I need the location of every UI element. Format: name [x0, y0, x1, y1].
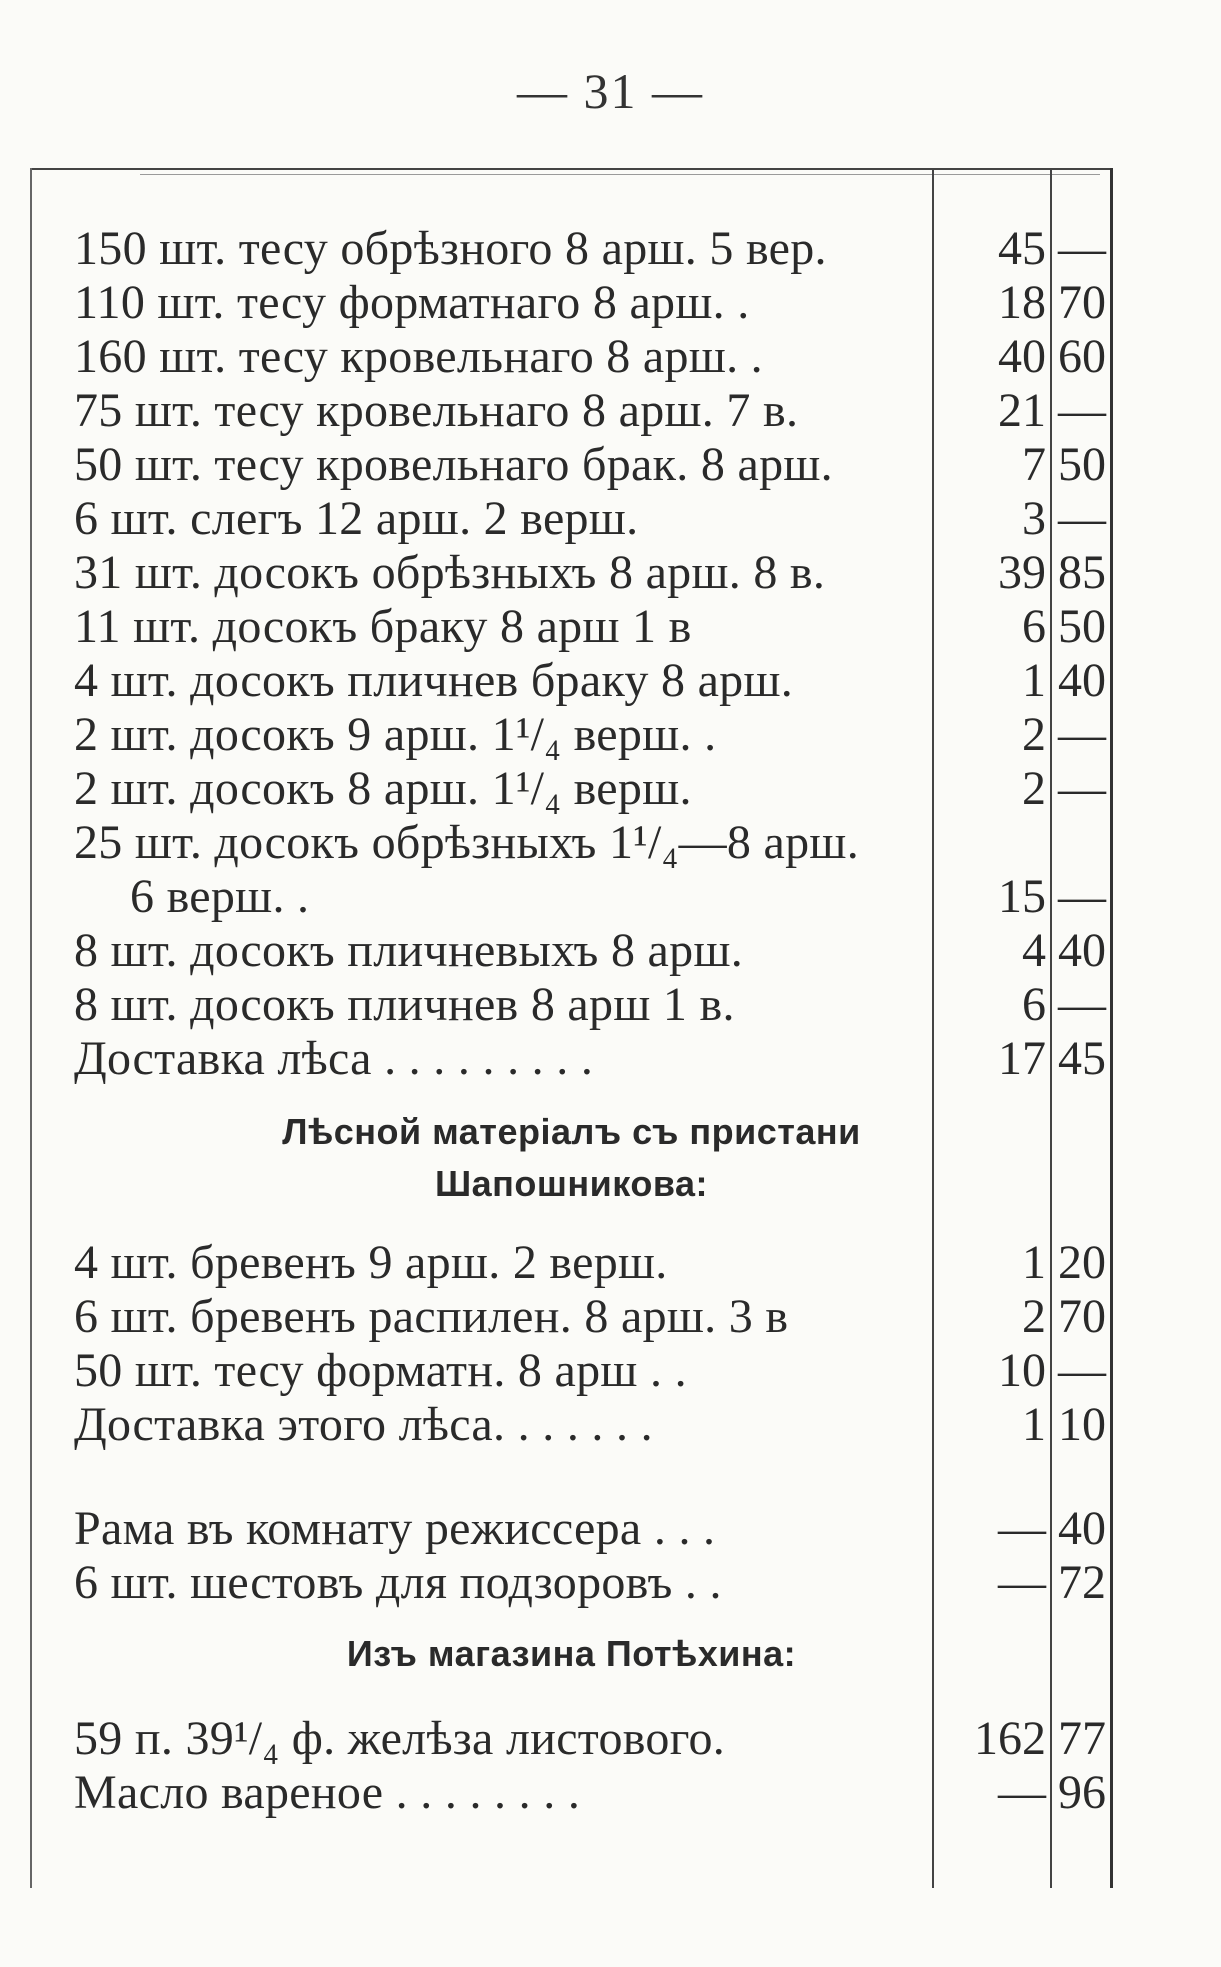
- row-description: 4 шт. досокъ пличнев браку 8 арш.: [74, 654, 794, 707]
- ledger-row: [30, 654, 1113, 708]
- row-kopecks: 20: [1058, 1236, 1106, 1289]
- ledger-row: [30, 1556, 1113, 1610]
- row-rubles: 45: [998, 222, 1046, 275]
- row-kopecks: 77: [1058, 1712, 1106, 1765]
- row-kopecks: 70: [1058, 1290, 1106, 1343]
- ledger-row: [30, 222, 1113, 276]
- row-rubles: 6: [1022, 600, 1046, 653]
- row-rubles: 2: [1022, 1290, 1046, 1343]
- ledger-row: [30, 816, 1113, 870]
- row-description: 50 шт. тесу кровельнаго брак. 8 арш.: [74, 438, 833, 491]
- row-rubles: 17: [998, 1032, 1046, 1085]
- row-kopecks: —: [1058, 492, 1106, 545]
- row-description: Доставка лѣса . . . . . . . . .: [74, 1032, 594, 1085]
- row-rubles: 18: [998, 276, 1046, 329]
- page-number: — 31 —: [517, 63, 704, 119]
- ledger-row: [30, 1502, 1113, 1556]
- row-description: 110 шт. тесу форматнаго 8 арш. .: [74, 276, 750, 329]
- row-rubles: 2: [1022, 708, 1046, 761]
- row-description: 75 шт. тесу кровельнаго 8 арш. 7 в.: [74, 384, 799, 437]
- ledger-row: [30, 1290, 1113, 1344]
- row-kopecks: 40: [1058, 924, 1106, 977]
- ledger-row: [30, 546, 1113, 600]
- row-description: Доставка этого лѣса. . . . . . .: [74, 1398, 653, 1451]
- row-description: Рама въ комнату режиссера . . .: [74, 1502, 716, 1555]
- row-rubles: —: [998, 1556, 1046, 1609]
- row-rubles: 1: [1022, 1236, 1046, 1289]
- ledger-row: [30, 978, 1113, 1032]
- row-rubles: 10: [998, 1344, 1046, 1397]
- ledger-row: [30, 492, 1113, 546]
- row-kopecks: —: [1058, 978, 1106, 1031]
- row-rubles: 21: [998, 384, 1046, 437]
- ledger-row: [30, 870, 1113, 924]
- row-kopecks: 85: [1058, 546, 1106, 599]
- ledger-row: [30, 384, 1113, 438]
- ledger-row: [30, 1398, 1113, 1452]
- row-rubles: 15: [998, 870, 1046, 923]
- row-kopecks: —: [1058, 762, 1106, 815]
- top-rule-thin: [140, 174, 1100, 175]
- row-description: 150 шт. тесу обрѣзного 8 арш. 5 вер.: [74, 222, 827, 275]
- row-rubles: 1: [1022, 1398, 1046, 1451]
- ledger-row: [30, 600, 1113, 654]
- row-kopecks: 72: [1058, 1556, 1106, 1609]
- row-description: 50 шт. тесу форматн. 8 арш . .: [74, 1344, 687, 1397]
- row-description: 11 шт. досокъ браку 8 арш 1 в: [74, 600, 692, 653]
- row-description: Масло вареное . . . . . . . .: [74, 1766, 581, 1819]
- row-description: 31 шт. досокъ обрѣзныхъ 8 арш. 8 в.: [74, 546, 826, 599]
- row-description: 2 шт. досокъ 9 арш. 1¹/₄ верш. .: [74, 708, 717, 761]
- row-rubles: 3: [1022, 492, 1046, 545]
- row-description: 6 шт. слегъ 12 арш. 2 верш.: [74, 492, 639, 545]
- row-kopecks: —: [1058, 1344, 1106, 1397]
- ledger-row: [30, 708, 1113, 762]
- row-rubles: 7: [1022, 438, 1046, 491]
- ledger-row: [30, 762, 1113, 816]
- ledger-row: [30, 1766, 1113, 1820]
- row-rubles: —: [998, 1766, 1046, 1819]
- row-description: 6 шт. бревенъ распилен. 8 арш. 3 в: [74, 1290, 789, 1343]
- row-description: 6 верш. .: [130, 870, 310, 923]
- row-rubles: 1: [1022, 654, 1046, 707]
- row-kopecks: —: [1058, 708, 1106, 761]
- row-kopecks: —: [1058, 870, 1106, 923]
- row-description: 160 шт. тесу кровельнаго 8 арш. .: [74, 330, 763, 383]
- section-heading: Шапошникова:: [434, 1163, 708, 1204]
- ledger-row: [30, 1236, 1113, 1290]
- row-description: 4 шт. бревенъ 9 арш. 2 верш.: [74, 1236, 668, 1289]
- row-rubles: 39: [998, 546, 1046, 599]
- row-kopecks: 50: [1058, 600, 1106, 653]
- row-rubles: 6: [1022, 978, 1046, 1031]
- top-rule: [30, 168, 1113, 170]
- ledger-row: [30, 438, 1113, 492]
- ledger-table: [30, 168, 1113, 1888]
- row-description: 6 шт. шестовъ для подзоровъ . .: [74, 1556, 722, 1609]
- row-description: 8 шт. досокъ пличнев 8 арш 1 в.: [74, 978, 735, 1031]
- ledger-row: [30, 924, 1113, 978]
- row-kopecks: 40: [1058, 654, 1106, 707]
- ledger-row: [30, 1032, 1113, 1086]
- row-description: 25 шт. досокъ обрѣзныхъ 1¹/₄—8 арш.: [74, 816, 859, 869]
- row-kopecks: 70: [1058, 276, 1106, 329]
- section-heading: Изъ магазина Потѣхина:: [346, 1633, 797, 1674]
- row-description: 2 шт. досокъ 8 арш. 1¹/₄ верш.: [74, 762, 692, 815]
- row-kopecks: —: [1058, 222, 1106, 275]
- ledger-row: [30, 276, 1113, 330]
- section-heading: Лѣсной матеріалъ съ пристани: [282, 1111, 861, 1152]
- ledger-row: [30, 1344, 1113, 1398]
- ledger-row: [30, 330, 1113, 384]
- row-kopecks: 40: [1058, 1502, 1106, 1555]
- row-kopecks: 10: [1058, 1398, 1106, 1451]
- row-description: 8 шт. досокъ пличневыхъ 8 арш.: [74, 924, 744, 977]
- ledger-row: [30, 1712, 1113, 1766]
- row-rubles: 4: [1022, 924, 1046, 977]
- row-rubles: 40: [998, 330, 1046, 383]
- row-description: 59 п. 39¹/₄ ф. желѣза листового.: [74, 1712, 726, 1765]
- row-rubles: —: [998, 1502, 1046, 1555]
- row-kopecks: 96: [1058, 1766, 1106, 1819]
- row-kopecks: —: [1058, 384, 1106, 437]
- row-rubles: 162: [974, 1712, 1046, 1765]
- row-rubles: 2: [1022, 762, 1046, 815]
- row-kopecks: 60: [1058, 330, 1106, 383]
- row-kopecks: 45: [1058, 1032, 1106, 1085]
- row-kopecks: 50: [1058, 438, 1106, 491]
